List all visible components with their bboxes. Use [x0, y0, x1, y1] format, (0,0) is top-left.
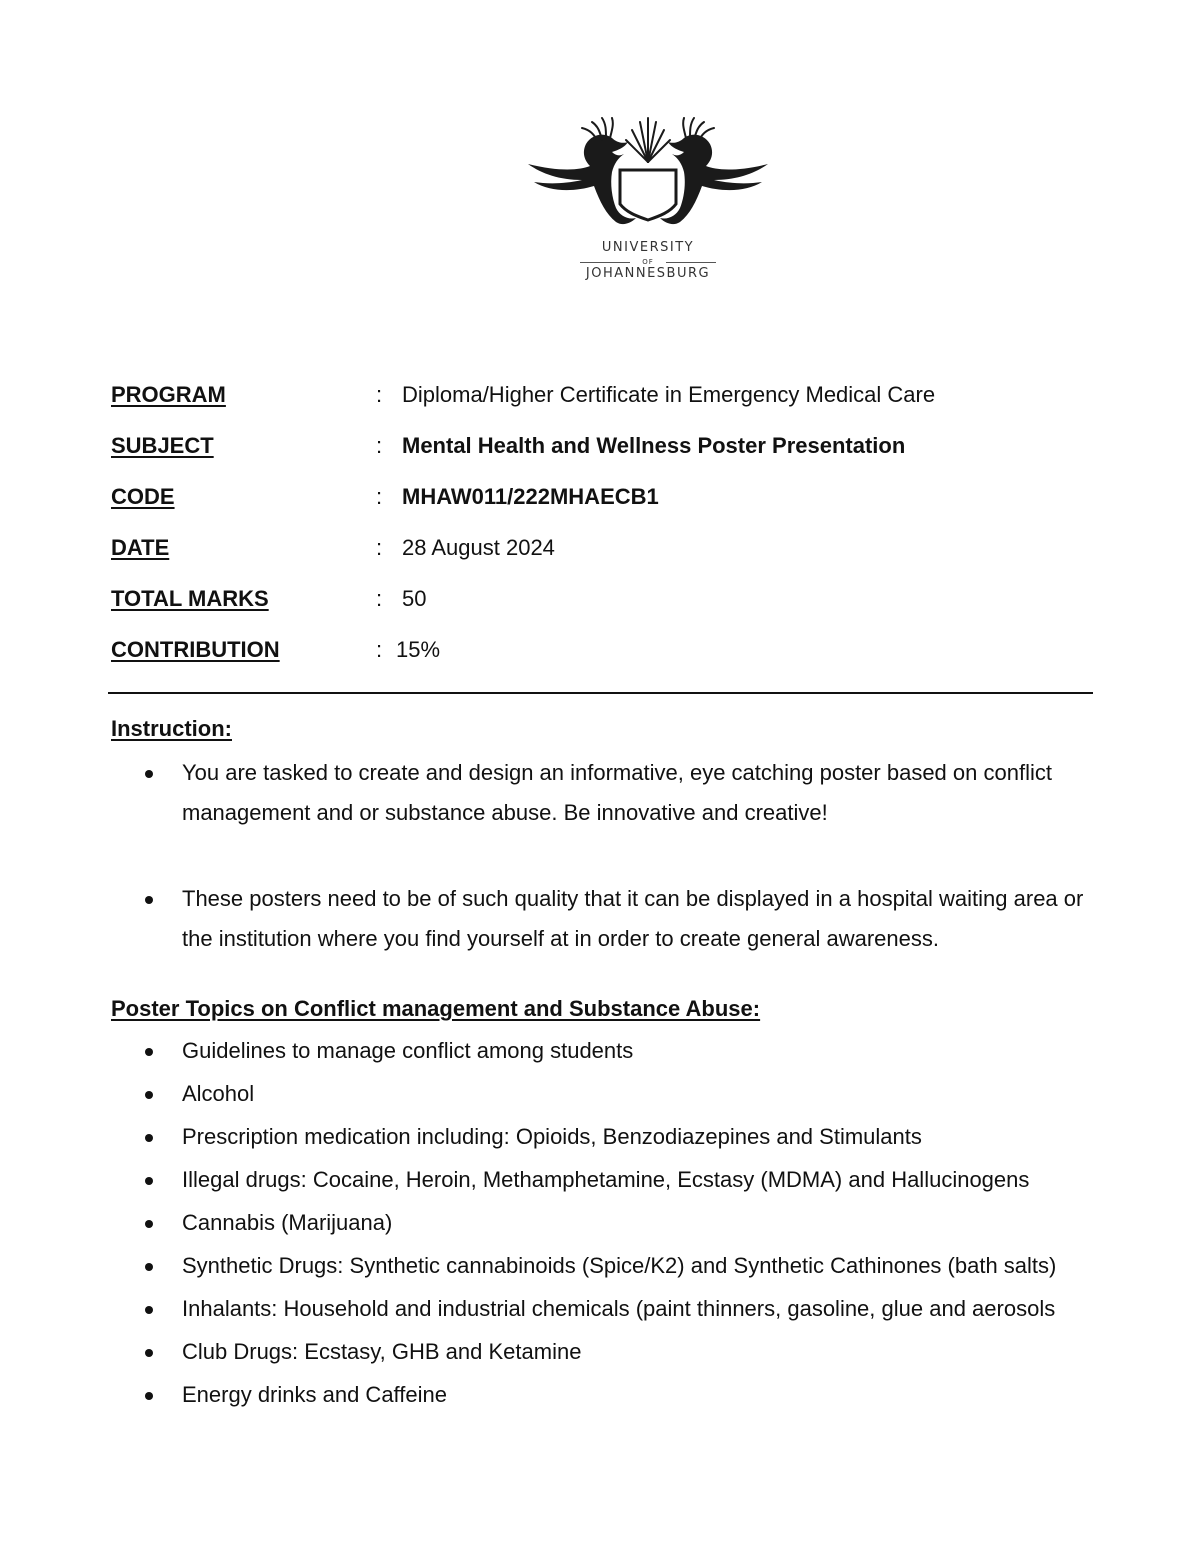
bullet-icon: [145, 1220, 153, 1228]
detail-colon: :: [376, 433, 383, 458]
assignment-details: [111, 378, 1091, 684]
detail-label: CONTRIBUTION: [111, 637, 280, 662]
list-item-text: Synthetic Drugs: Synthetic cannabinoids (Spice/K2) and Synthetic Cathinones (bath salts): [182, 1253, 1057, 1278]
instruction-list: [0, 753, 1200, 1005]
bullet-icon: [145, 1306, 153, 1314]
list-item-text: Energy drinks and Caffeine: [182, 1382, 447, 1407]
bullet-icon: [145, 896, 153, 904]
detail-colon: :: [376, 586, 383, 611]
list-item-text: Illegal drugs: Cocaine, Heroin, Methamphetamine, Ecstasy (MDMA) and Hallucinogens: [182, 1167, 1030, 1192]
detail-value: Mental Health and Wellness Poster Presentation: [402, 433, 906, 458]
list-item-text: Cannabis (Marijuana): [182, 1210, 393, 1235]
bullet-icon: [145, 1048, 153, 1056]
university-logo: [520, 112, 776, 288]
logo-of-text: OF: [642, 258, 654, 266]
list-item: [0, 1332, 1102, 1372]
bullet-icon: [145, 1134, 153, 1142]
list-item: [0, 753, 1102, 833]
list-item-text: Prescription medication including: Opioids, Benzodiazepines and Stimulants: [182, 1124, 922, 1149]
list-item: [0, 1375, 1102, 1415]
topics-list: [0, 1031, 1200, 1418]
list-item: [0, 1203, 1102, 1243]
list-item-text: You are tasked to create and design an informative, eye catching poster based on conflict management and or substance abuse. Be innovative and creative!: [182, 760, 1052, 825]
logo-divider-right: [666, 262, 716, 263]
detail-row-total-marks: [111, 582, 1091, 633]
detail-row-code: [111, 480, 1091, 531]
university-of-johannesburg-crest-icon: [520, 112, 776, 234]
list-item: [0, 879, 1102, 959]
logo-johannesburg-text: JOHANNESBURG: [585, 266, 711, 281]
bullet-icon: [145, 1091, 153, 1099]
list-item-text: Inhalants: Household and industrial chemicals (paint thinners, gasoline, glue and aerosols: [182, 1296, 1056, 1321]
detail-value: MHAW011/222MHAECB1: [402, 484, 659, 509]
list-item-text: Alcohol: [182, 1081, 255, 1106]
detail-value: 28 August 2024: [402, 535, 555, 560]
bullet-icon: [145, 1263, 153, 1271]
detail-row-subject: [111, 429, 1091, 480]
detail-label: DATE: [111, 535, 170, 560]
detail-colon: :: [376, 637, 383, 662]
bullet-icon: [145, 1177, 153, 1185]
list-item: [0, 1074, 1102, 1114]
detail-row-contribution: [111, 633, 1091, 684]
detail-label: PROGRAM: [111, 382, 226, 407]
detail-value: Diploma/Higher Certificate in Emergency Medical Care: [402, 382, 936, 407]
list-item-text: These posters need to be of such quality that it can be displayed in a hospital waiting area or the institution where you find yourself at in order to create general awareness.: [182, 886, 1084, 951]
horizontal-divider: [108, 692, 1093, 694]
instruction-heading: Instruction:: [111, 716, 232, 741]
list-item: [0, 1246, 1102, 1286]
bullet-icon: [145, 1349, 153, 1357]
detail-colon: :: [376, 535, 383, 560]
list-item: [0, 1031, 1102, 1071]
bullet-icon: [145, 770, 153, 778]
detail-label: TOTAL MARKS: [111, 586, 269, 611]
detail-label: CODE: [111, 484, 175, 509]
list-item-text: Guidelines to manage conflict among students: [182, 1038, 634, 1063]
detail-value: 15%: [396, 637, 441, 662]
list-item: [0, 1160, 1122, 1200]
list-item: [0, 1117, 1102, 1157]
detail-row-program: [111, 378, 1091, 429]
logo-university-text: UNIVERSITY: [601, 240, 695, 255]
detail-row-date: [111, 531, 1091, 582]
list-item: [0, 1289, 1102, 1329]
bullet-icon: [145, 1392, 153, 1400]
detail-value: 50: [402, 586, 427, 611]
topics-heading: Poster Topics on Conflict management and Substance Abuse:: [111, 996, 761, 1021]
detail-colon: :: [376, 484, 383, 509]
detail-colon: :: [376, 382, 383, 407]
list-item-text: Club Drugs: Ecstasy, GHB and Ketamine: [182, 1339, 582, 1364]
detail-label: SUBJECT: [111, 433, 214, 458]
